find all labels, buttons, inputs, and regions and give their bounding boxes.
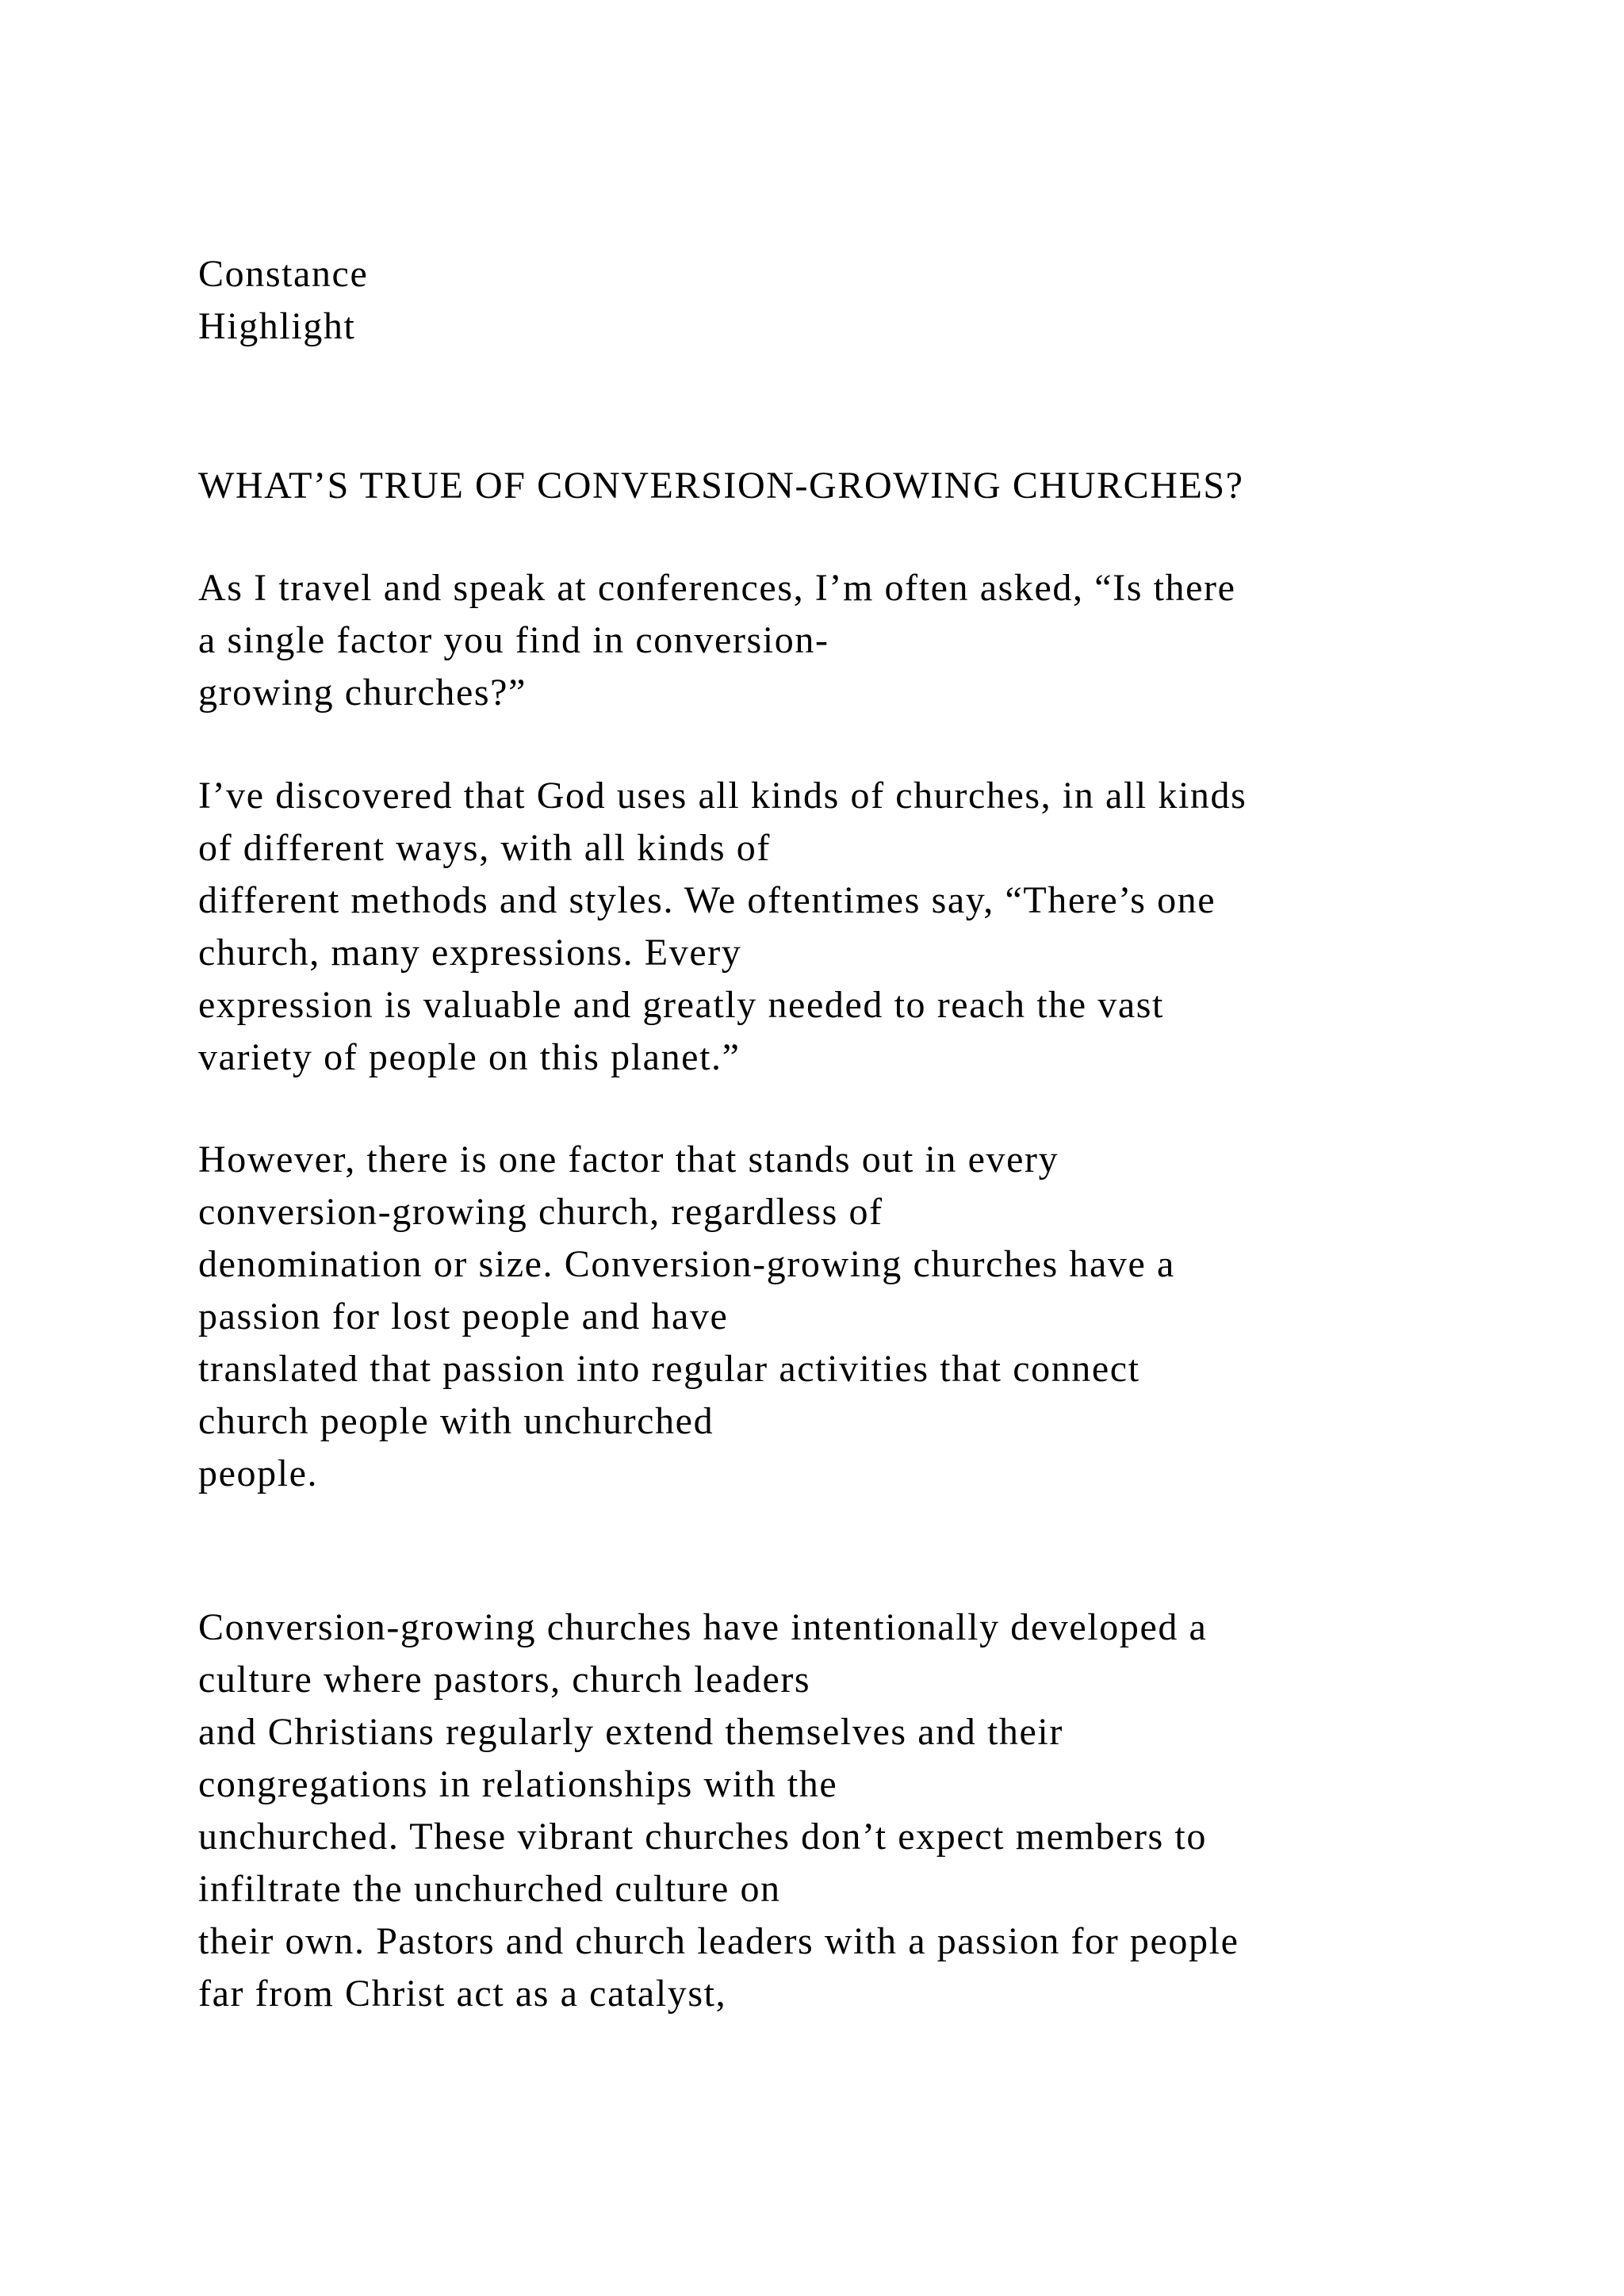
paragraph-line: conversion-growing church, regardless of	[198, 1191, 883, 1233]
paragraph-line: congregations in relationships with the	[198, 1763, 838, 1805]
paragraph-line: unchurched. These vibrant churches don’t expect members to	[198, 1816, 1207, 1858]
paragraph-line: growing churches?”	[198, 672, 527, 714]
paragraph-line: their own. Pastors and church leaders with a passion for people	[198, 1920, 1239, 1962]
paragraph-line: I’ve discovered that God uses all kinds of churches, in all kinds	[198, 775, 1247, 817]
paragraph-3	[198, 1134, 1546, 1500]
paragraph-line: denomination or size. Conversion-growing churches have a	[198, 1243, 1175, 1285]
paragraph-line: As I travel and speak at conferences, I’m often asked, “Is there	[198, 567, 1236, 609]
document-title: WHAT’S TRUE OF CONVERSION-GROWING CHURCHES?	[198, 465, 1244, 507]
paragraph-line: a single factor you find in conversion-	[198, 619, 829, 661]
header-block	[198, 248, 1546, 353]
highlight-note: Highlight	[198, 305, 356, 347]
paragraph-line: different methods and styles. We oftentimes say, “There’s one	[198, 879, 1216, 921]
paragraph-line: far from Christ act as a catalyst,	[198, 1973, 727, 2015]
paragraph-line: passion for lost people and have	[198, 1295, 729, 1337]
paragraph-1	[198, 562, 1546, 719]
paragraph-line: and Christians regularly extend themselves and their	[198, 1711, 1063, 1753]
document-title-block	[198, 460, 1546, 512]
paragraph-line: translated that passion into regular activities that connect	[198, 1348, 1140, 1390]
paragraph-line: However, there is one factor that stands out in every	[198, 1138, 1059, 1181]
paragraph-line: culture where pastors, church leaders	[198, 1659, 811, 1701]
paragraph-line: Conversion-growing churches have intentionally developed a	[198, 1606, 1208, 1648]
paragraph-4	[198, 1601, 1546, 2020]
paragraph-line: infiltrate the unchurched culture on	[198, 1868, 781, 1910]
paragraph-line: variety of people on this planet.”	[198, 1036, 741, 1078]
paragraph-line: people.	[198, 1452, 319, 1494]
paragraph-line: church people with unchurched	[198, 1400, 714, 1442]
author-name: Constance	[198, 253, 369, 295]
paragraph-line: expression is valuable and greatly needed to reach the vast	[198, 984, 1164, 1026]
paragraph-line: of different ways, with all kinds of	[198, 827, 771, 869]
paragraph-2	[198, 770, 1546, 1084]
paragraph-line: church, many expressions. Every	[198, 932, 742, 974]
